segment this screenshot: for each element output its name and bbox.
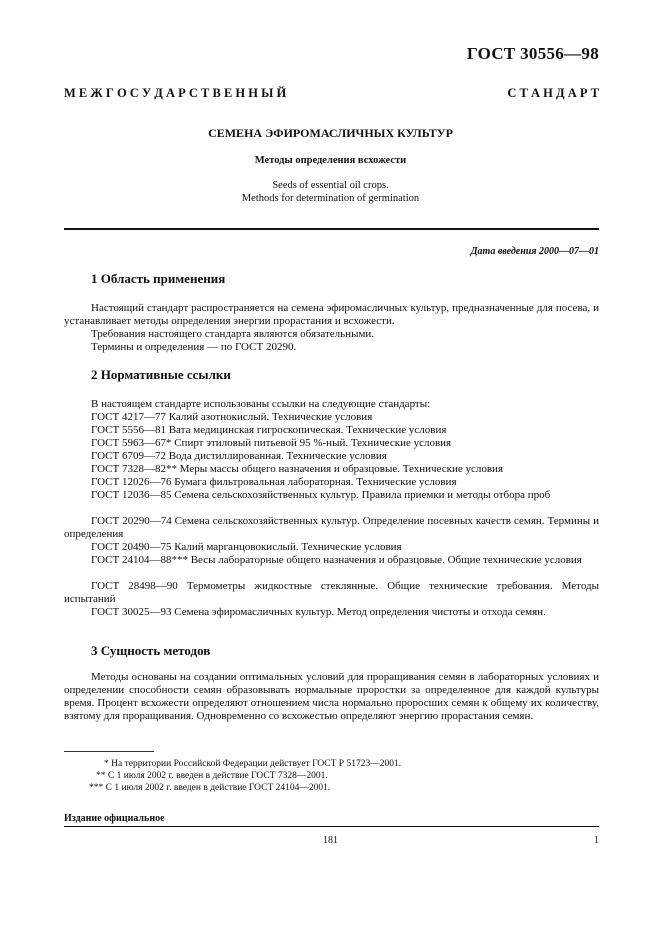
section-3-paragraph-1: Методы основаны на создании оптимальных условий для проращивания семян в лабораторных условиях и определении способности семян образовывать нормальные проростки за определенное для каждой культуры время. Процент всхожести определяют отношением числа нормально проросших семян к общему их количеству, взятому для проращивания. Одновременно со всхожестью определяют энергию прорастания семян. (64, 671, 599, 722)
document-subtitle: Методы определения всхожести (254, 155, 407, 166)
document-number: ГОСТ 30556—98 (466, 44, 599, 63)
footnote-divider (64, 751, 154, 752)
footer-divider (64, 826, 599, 827)
reference-item: ГОСТ 12026—76 Бумага фильтровальная лабораторная. Технические условия (91, 476, 457, 488)
section-2-heading: 2 Нормативные ссылки (91, 367, 231, 382)
reference-item: ГОСТ 7328—82** Меры массы общего назначения и образцовые. Технические условия (91, 463, 504, 475)
section-2-intro: В настоящем стандарте использованы ссылки на следующие стандарты: (91, 398, 431, 410)
reference-item: ГОСТ 28498—90 Термометры жидкостные стеклянные. Общие технические требования. Методы испытаний (64, 580, 599, 605)
document-title: СЕМЕНА ЭФИРОМАСЛИЧНЫХ КУЛЬТУР (208, 126, 453, 140)
page-number-right: 1 (594, 835, 599, 846)
banner-word-interstate: М Е Ж Г О С У Д А Р С Т В Е Н Н Ы Й (64, 86, 287, 100)
footnote-2: ** С 1 июля 2002 г. введен в действие ГОСТ 7328—2001. (96, 771, 328, 781)
page-number-center: 181 (323, 835, 338, 846)
introduction-date: Дата введения 2000—07—01 (470, 246, 599, 257)
title-divider (64, 228, 599, 230)
section-1-paragraph-2: Требования настоящего стандарта являются обязательными. (91, 328, 375, 340)
reference-item: ГОСТ 30025—93 Семена эфиромасличных культур. Метод определения чистоты и отхода семян. (91, 606, 546, 618)
footnote-1: * На территории Российской Федерации действует ГОСТ Р 51723—2001. (104, 759, 402, 769)
english-title-line-1: Seeds of essential oil crops. (272, 180, 389, 191)
reference-item: ГОСТ 4217—77 Калий азотнокислый. Технические условия (91, 411, 373, 423)
reference-item: ГОСТ 5556—81 Вата медицинская гигроскопическая. Технические условия (91, 424, 447, 436)
reference-item: ГОСТ 12036—85 Семена сельскохозяйственных культур. Правила приемки и методы отбора проб (91, 489, 551, 501)
english-title-line-2: Methods for determination of germination (241, 193, 420, 204)
footnote-3: *** С 1 июля 2002 г. введен в действие ГОСТ 24104—2001. (89, 783, 331, 793)
section-3-heading: 3 Сущность методов (91, 643, 211, 658)
interstate-standard-banner (64, 86, 599, 101)
banner-word-standard: С Т А Н Д А Р Т (507, 86, 599, 100)
section-1-paragraph-3: Термины и определения — по ГОСТ 20290. (91, 341, 297, 353)
section-1-heading: 1 Область применения (91, 271, 226, 286)
reference-item: ГОСТ 6709—72 Вода дистиллированная. Технические условия (91, 450, 387, 462)
reference-item: ГОСТ 5963—67* Спирт этиловый питьевой 95 %-ный. Технические условия (91, 437, 452, 449)
reference-item: ГОСТ 20290—74 Семена сельскохозяйственных культур. Определение посевных качеств семян. Термины и определения (64, 515, 599, 540)
section-1-paragraph-1: Настоящий стандарт распространяется на семена эфиромасличных культур, предназначенные для посева, и устанавливает методы определения энергии прорастания и всхожести. (64, 302, 599, 327)
official-edition-label: Издание официальное (64, 813, 165, 824)
reference-item: ГОСТ 24104—88*** Весы лабораторные общего назначения и образцовые. Общие технические условия (91, 554, 582, 566)
reference-item: ГОСТ 20490—75 Калий марганцовокислый. Технические условия (91, 541, 402, 553)
